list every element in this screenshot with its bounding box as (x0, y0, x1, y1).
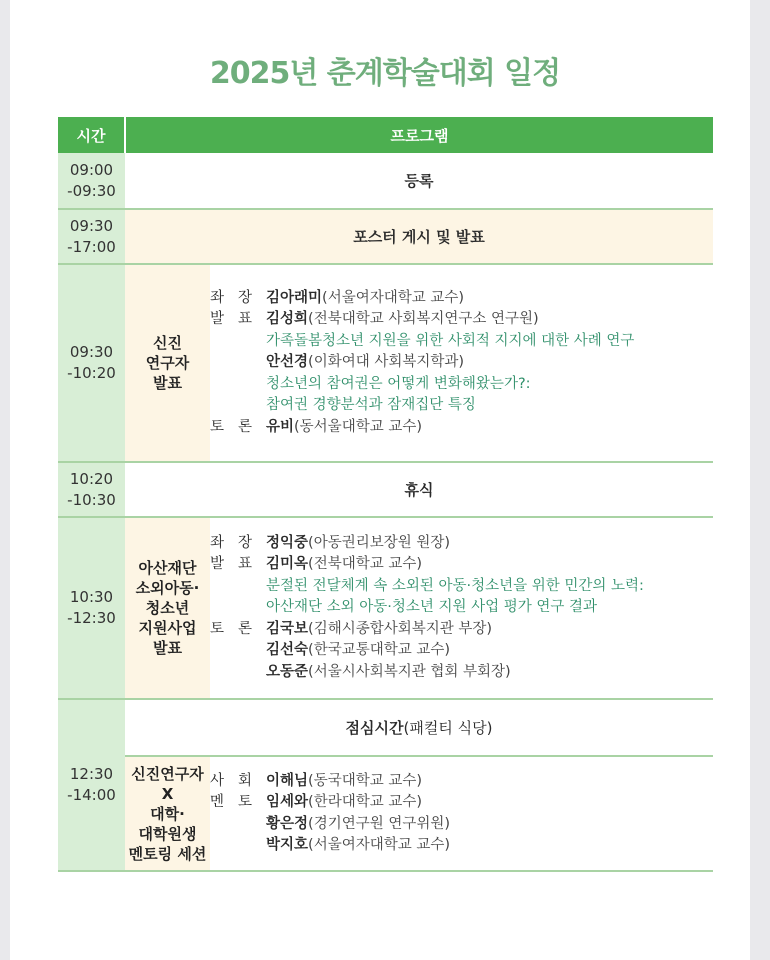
table-header-row (58, 117, 713, 153)
presenter-line (210, 309, 713, 331)
person-name: 김미옥 (266, 556, 309, 573)
person-affiliation: (이화여대 사회복지학과) (308, 354, 465, 371)
person-name: 임세와 (266, 794, 309, 810)
person-name: 김선숙 (266, 642, 309, 659)
session-detail (210, 517, 713, 699)
person-name: 유비 (266, 418, 295, 435)
discussant-line (210, 417, 713, 439)
presentation-topic: 가족돌봄청소년 지원을 위한 사회적 지지에 대한 사례 연구 (266, 332, 635, 349)
presentation-topic: 청소년의 참여권은 어떻게 변화해왔는가?: (266, 375, 531, 392)
person-name: 오동준 (266, 663, 309, 680)
role-label: 발 표 (210, 311, 253, 328)
presentation-topic: 아산재단 소외 아동·청소년 지원 사업 평가 연구 결과 (266, 599, 598, 616)
time-cell: 09:00 -09:30 (58, 153, 125, 209)
session-category: 신진 연구자 발표 (125, 264, 210, 462)
table-row (58, 153, 713, 209)
table-row (58, 209, 713, 264)
presentation-topic: 분절된 전달체계 속 소외된 아동·청소년을 위한 민간의 노력: (266, 577, 644, 594)
discussant-line (210, 619, 713, 641)
moderator-line (210, 771, 713, 793)
time-cell: 09:30 -17:00 (58, 209, 125, 264)
time-cell: 10:30 -12:30 (58, 517, 125, 699)
time-cell: 10:20 -10:30 (58, 462, 125, 517)
session-detail (210, 264, 713, 462)
presentation-topic: 참여권 경향분석과 잠재집단 특징 (266, 397, 476, 414)
person-affiliation: (서울여자대학교 교수) (322, 289, 465, 306)
person-affiliation: (전북대학교 사회복지연구소 연구원) (308, 311, 539, 328)
role-label: 발 표 (210, 556, 253, 573)
presenter-line (210, 554, 713, 576)
person-affiliation: (아동권리보장원 원장) (308, 534, 451, 551)
person-name: 정익중 (266, 534, 309, 551)
header-time: 시간 (58, 117, 125, 153)
person-affiliation: (한라대학교 교수) (308, 794, 423, 810)
role-label: 멘 토 (210, 794, 253, 810)
session-category: 아산재단 소외아동· 청소년 지원사업 발표 (125, 517, 210, 699)
person-affiliation: (서울여자대학교 교수) (308, 837, 451, 853)
person-name: 안선경 (266, 354, 309, 371)
person-affiliation: (한국교통대학교 교수) (308, 642, 451, 659)
table-row (58, 699, 713, 756)
program-break: 휴식 (125, 462, 713, 517)
role-label: 토 론 (210, 620, 253, 637)
presenter-line (210, 352, 713, 374)
person-affiliation: (경기연구원 연구위원) (308, 815, 451, 832)
discussant-line (210, 662, 713, 684)
discussant-line (210, 640, 713, 662)
time-cell: 09:30 -10:20 (58, 264, 125, 462)
person-affiliation: (동국대학교 교수) (308, 772, 423, 789)
program-poster: 포스터 게시 및 발표 (125, 209, 713, 264)
person-name: 김아래미 (266, 289, 323, 306)
person-name: 김국보 (266, 620, 309, 637)
role-label: 좌 장 (210, 289, 253, 306)
chair-line (210, 533, 713, 555)
session-detail (210, 756, 713, 871)
program-lunch: 점심시간(패컬티 식당) (125, 699, 713, 756)
person-affiliation: (동서울대학교 교수) (294, 418, 422, 435)
person-affiliation: (전북대학교 교수) (308, 556, 423, 573)
person-name: 황은정 (266, 815, 309, 832)
table-row (58, 264, 713, 462)
header-program: 프로그램 (125, 117, 713, 153)
page-title: 2025년 춘계학술대회 일정 (209, 56, 561, 91)
mentor-line (210, 814, 713, 836)
table-row (58, 756, 713, 871)
person-affiliation: (김해시종합사회복지관 부장) (308, 620, 493, 637)
table-row (58, 517, 713, 699)
session-category: 신진연구자 X 대학· 대학원생 멘토링 세션 (125, 756, 210, 871)
role-label: 토 론 (210, 418, 253, 435)
person-name: 이해님 (266, 772, 309, 789)
table-row (58, 462, 713, 517)
time-cell: 12:30 -14:00 (58, 699, 125, 871)
mentor-line (210, 792, 713, 814)
person-name: 박지호 (266, 837, 309, 853)
role-label: 좌 장 (210, 534, 253, 551)
program-registration: 등록 (125, 153, 713, 209)
mentor-line (210, 835, 713, 857)
schedule-table (58, 117, 713, 872)
chair-line (210, 288, 713, 310)
role-label: 사 회 (210, 772, 253, 789)
person-affiliation: (서울시사회복지관 협회 부회장) (308, 663, 511, 680)
person-name: 김성희 (266, 311, 309, 328)
